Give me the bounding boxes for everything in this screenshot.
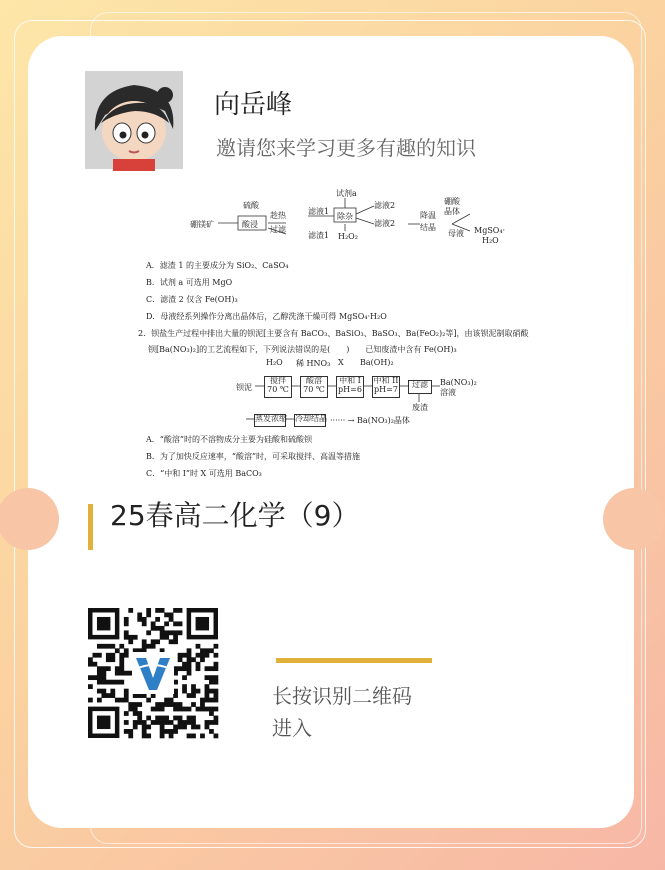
issue-title: 25春高二化学（9）: [110, 499, 360, 532]
option-line: C．“中和 I”时 X 可选用 BaCO₃: [146, 469, 262, 478]
flow-diagram-1: [98, 186, 568, 256]
flow1-label: 降温: [420, 211, 436, 220]
question-line: 钡[Ba(NO₃)₂]的工艺流程如下，下列说法错误的是( ) 已知废渣中含有 Fe(OH)₃: [148, 345, 457, 354]
flow2-waste-label: 废渣: [412, 403, 428, 412]
option-line: B．为了加快反应速率，“酸溶”时，可采取搅拌、高温等措施: [146, 452, 361, 461]
title-accent-bar: [88, 504, 93, 550]
option-line: A．“酸溶”时的不溶物成分主要为硅酸和硫酸钡: [146, 435, 312, 444]
flow1-label: 过滤: [270, 225, 286, 234]
flow1-label: 晶体: [444, 207, 460, 216]
flow2-step-box: 中和 I pH=6: [336, 376, 364, 398]
question-line: 2．钡盐生产过程中排出大量的钡泥[主要含有 BaCO₃、BaSiO₃、BaSO₃、Ba(FeO₂)₂等]，由该钡泥制取硝酸: [138, 329, 529, 338]
flow2-step-box: 搅拌 70 ℃: [264, 376, 292, 398]
flow1-label: 试剂a: [336, 189, 357, 198]
qr-hint: [272, 680, 472, 744]
qr-code-icon[interactable]: [88, 608, 218, 738]
user-name: 向岳峰: [214, 90, 293, 120]
flow2-start-label: 钡泥: [236, 383, 252, 392]
flow1-label: 结晶: [420, 223, 436, 232]
avatar[interactable]: [85, 71, 183, 169]
flow2-step-box: 酸溶 70 ℃: [300, 376, 328, 398]
option-line: A．滤渣 1 的主要成分为 SiO₂、CaSO₄: [146, 261, 289, 270]
invite-subtitle: 邀请您来学习更多有趣的知识: [216, 136, 476, 160]
flow2-row2-box: 蒸发浓缩: [254, 414, 286, 427]
flow2-output-label: Ba(NO₃)₂ 溶液: [440, 378, 477, 397]
flow2-top-label: 稀 HNO₃: [296, 359, 331, 368]
flow1-label: 除杂: [337, 212, 353, 221]
option-line: D．母液经系列操作分离出晶体后，乙醇洗涤干燥可得 MgSO₄·H₂O: [146, 312, 387, 321]
flow1-label: H₂O₂: [338, 232, 358, 241]
flow1-label: 趁热: [270, 211, 286, 220]
flow1-label: MgSO₄·: [474, 226, 506, 235]
card-notch-right: [603, 488, 665, 550]
cartoon-avatar-icon: [85, 71, 183, 169]
flow1-label: 滤液1: [308, 207, 330, 216]
card-notch-left: [0, 488, 59, 550]
document-preview[interactable]: [98, 186, 568, 478]
option-line: C．滤渣 2 仅含 Fe(OH)₃: [146, 295, 238, 304]
qr-hint-line1: 长按识别二维码: [272, 684, 412, 708]
flow2-row2-box: 冷却结晶: [294, 414, 326, 427]
flow1-label: 硫酸: [243, 201, 259, 210]
hint-accent-line: [276, 658, 432, 663]
flow1-label: 滤液2: [374, 201, 396, 210]
flow1-label: 硼镁矿: [190, 220, 214, 229]
flow2-top-label: H₂O: [266, 358, 283, 367]
invite-card: [28, 36, 634, 828]
flow1-label: H₂O: [482, 236, 499, 245]
flow1-label: 母液: [448, 229, 464, 238]
flow1-label: 酸浸: [242, 220, 258, 229]
flow2-top-label: Ba(OH)₂: [360, 358, 394, 367]
flow1-label: 硼酸: [444, 197, 460, 206]
flow1-label: 滤渣1: [308, 231, 330, 240]
qr-hint-line2: 进入: [272, 716, 312, 740]
flow2-step-box: 过滤: [408, 380, 432, 394]
qr-code-graphic: [88, 608, 218, 738]
flow2-row2-end: ······ → Ba(NO₃)₂晶体: [330, 416, 410, 425]
flow2-step-box: 中和 II pH=7: [372, 376, 400, 398]
flow1-label: 滤液2: [374, 219, 396, 228]
option-line: B．试剂 a 可选用 MgO: [146, 278, 233, 287]
flow2-top-label: X: [338, 358, 344, 367]
